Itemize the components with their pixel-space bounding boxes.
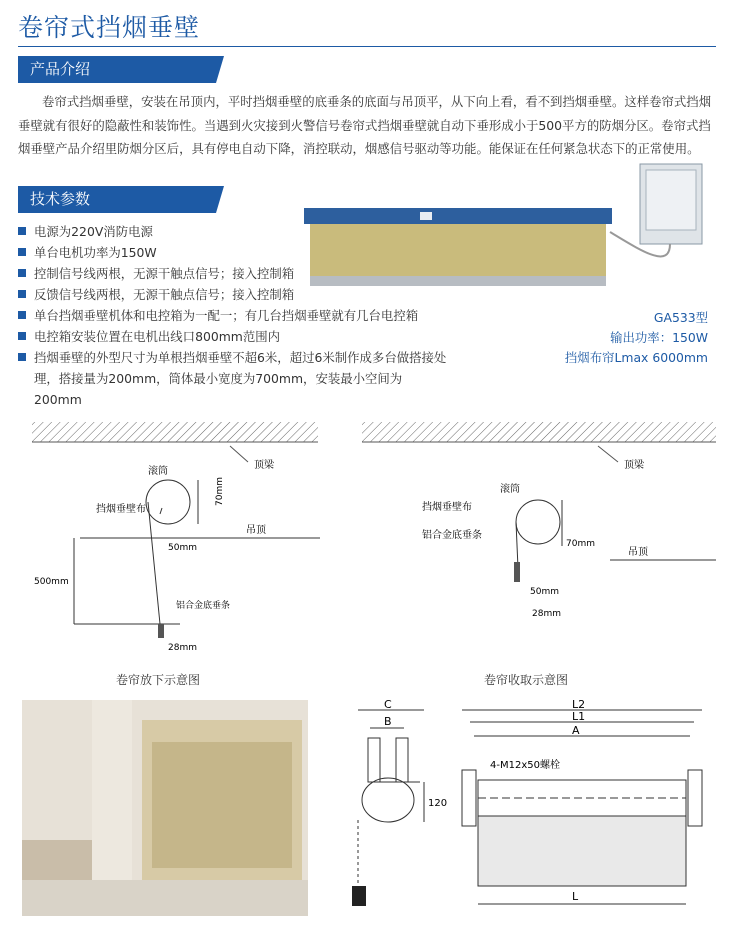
label-ceiling-right: 吊顶 <box>628 547 648 558</box>
label-ceiling: 吊顶 <box>246 525 266 536</box>
label-l1: L1 <box>572 710 586 723</box>
section-tech-header: 技术参数 <box>18 186 216 213</box>
param-text: 电源为220V消防电源 <box>34 224 153 239</box>
label-bar: 铝合金底垂条 <box>176 601 231 611</box>
bullet-icon <box>18 332 26 340</box>
param-text: 反馈信号线两根，无源干触点信号；接入控制箱 <box>34 287 295 302</box>
label-l2: L2 <box>572 700 586 711</box>
label-beam: 顶梁 <box>254 460 274 471</box>
label-dim-28-right: 28mm <box>532 609 561 619</box>
bullet-icon <box>18 227 26 235</box>
label-dim-70: 70mm <box>215 477 225 506</box>
label-cloth-right: 挡烟垂壁布 <box>422 502 472 513</box>
bottom-bar <box>310 276 606 286</box>
bullet-icon <box>18 290 26 298</box>
product-length: 挡烟布帘Lmax 6000mm <box>564 350 708 365</box>
label-c: C <box>384 700 392 711</box>
label-120: 120 <box>428 798 448 809</box>
label-beam-right: 顶梁 <box>624 460 644 471</box>
param-text: 单台电机功率为150W <box>34 245 157 260</box>
label-drum-right: 滚筒 <box>500 484 520 495</box>
motor-housing <box>304 208 612 224</box>
diagram-lowered-caption: 卷帘放下示意图 <box>116 673 201 687</box>
installation-photo <box>22 700 308 916</box>
label-drum: 滚筒 <box>148 466 168 477</box>
product-model: GA533型 <box>653 310 708 325</box>
bullet-icon <box>18 311 26 319</box>
label-dim-28: 28mm <box>168 643 197 653</box>
section-intro-header: 产品介绍 <box>18 56 216 83</box>
param-text: 单台挡烟垂壁机体和电控箱为一配一；有几台挡烟垂壁就有几台电控箱 <box>34 308 419 323</box>
label-l: L <box>572 890 579 903</box>
technical-drawing <box>350 700 720 920</box>
param-item <box>18 347 448 410</box>
page-title: 卷帘式挡烟垂壁 <box>18 13 201 42</box>
product-power: 输出功率：150W <box>610 330 708 345</box>
intro-paragraph: 卷帘式挡烟垂壁，安装在吊顶内，平时挡烟垂壁的底垂条的底面与吊顶平，从下向上看，看不到挡烟垂壁。这样卷帘式挡烟垂壁就有很好的隐蔽性和装饰性。当遇到火灾接到火警信号卷帘式挡烟垂壁就自动下垂形成小于500平方的防烟分区。卷帘式挡烟垂壁产品介绍里防烟分区后，具有停电自动下降，消控联动，烟感信号驱动等功能。能保证在任何紧急状态下的正常使用。 <box>18 94 712 156</box>
label-bolt: 4-M12x50螺栓 <box>490 760 560 771</box>
label-dim-500: 500mm <box>34 577 69 587</box>
param-text: 挡烟垂壁的外型尺寸为单根挡烟垂壁不超6米，超过6米制作成多台做搭接处理，搭接量为200mm，筒体最小宽度为700mm，安装最小空间为200mm <box>34 350 447 407</box>
product-caption <box>565 308 708 368</box>
bullet-icon <box>18 248 26 256</box>
label-cloth: 挡烟垂壁布 <box>96 504 146 515</box>
label-dim-50-right: 50mm <box>530 587 559 597</box>
param-text: 控制信号线两根，无源干触点信号；接入控制箱 <box>34 266 295 281</box>
diagram-lowered <box>30 418 330 678</box>
label-dim-50: 50mm <box>168 543 197 553</box>
diagram-retracted-caption: 卷帘收取示意图 <box>484 673 569 687</box>
bullet-icon <box>18 269 26 277</box>
label-bar-right: 铝合金底垂条 <box>422 530 482 541</box>
diagram-retracted <box>360 418 720 678</box>
title-divider <box>18 46 716 47</box>
fabric-curtain <box>310 224 606 276</box>
param-text: 电控箱安装位置在电机出线口800mm范围内 <box>34 329 281 344</box>
label-dim-70-right: 70mm <box>566 539 595 549</box>
label-b: B <box>384 715 392 728</box>
bullet-icon <box>18 353 26 361</box>
label-a: A <box>572 724 580 737</box>
